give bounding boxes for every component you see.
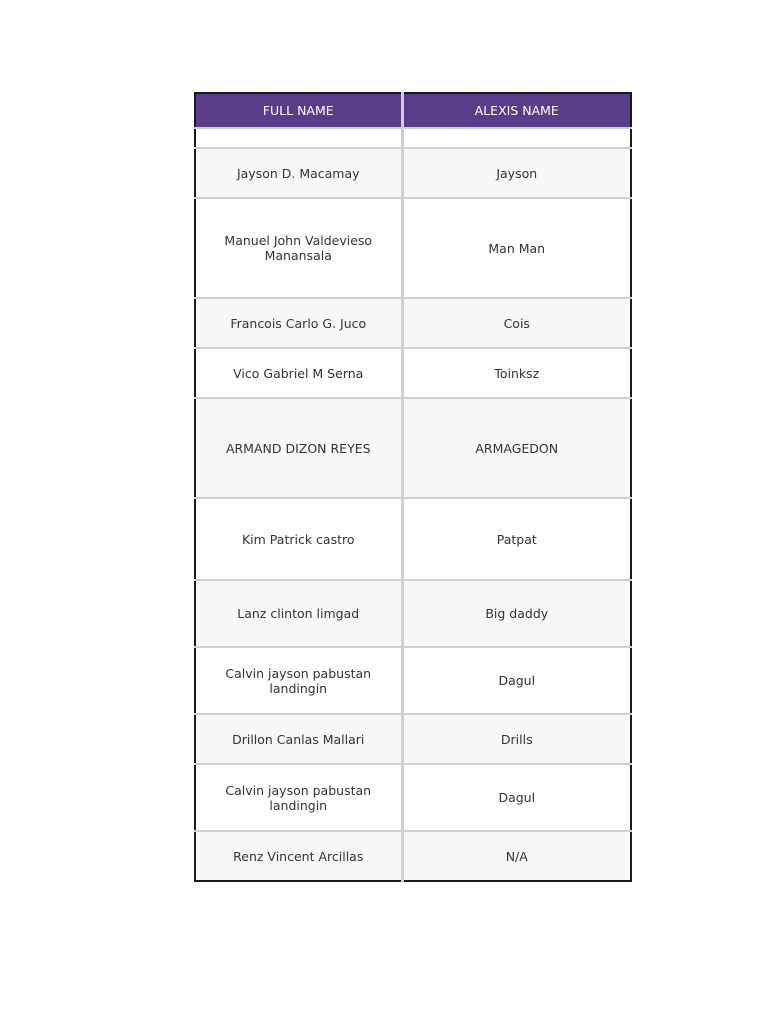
header-alexis-name: ALEXIS NAME [402, 93, 631, 128]
full-name-cell: Renz Vincent Arcillas [195, 831, 402, 881]
alexis-name-cell: Dagul [402, 764, 631, 831]
table-row [195, 764, 631, 831]
table-row [195, 580, 631, 647]
alexis-name-cell: Patpat [402, 498, 631, 580]
table-row [195, 148, 631, 198]
full-name-cell: Jayson D. Macamay [195, 148, 402, 198]
alexis-name-cell: Man Man [402, 198, 631, 298]
full-name-cell [195, 128, 402, 148]
full-name-cell: Calvin jayson pabustan landingin [195, 764, 402, 831]
full-name-cell: Vico Gabriel M Serna [195, 348, 402, 398]
table-row [195, 128, 631, 148]
table-row [195, 348, 631, 398]
full-name-cell: ARMAND DIZON REYES [195, 398, 402, 498]
header-full-name: FULL NAME [195, 93, 402, 128]
alexis-name-cell: N/A [402, 831, 631, 881]
full-name-cell: Drillon Canlas Mallari [195, 714, 402, 764]
alexis-name-cell: Drills [402, 714, 631, 764]
alexis-name-cell: Toinksz [402, 348, 631, 398]
names-table [194, 92, 632, 882]
table-row [195, 647, 631, 714]
header-row [195, 93, 631, 128]
full-name-cell: Calvin jayson pabustan landingin [195, 647, 402, 714]
alexis-name-cell: Dagul [402, 647, 631, 714]
full-name-cell: Lanz clinton limgad [195, 580, 402, 647]
table-row [195, 498, 631, 580]
table-row [195, 298, 631, 348]
table-row [195, 831, 631, 881]
full-name-cell: Kim Patrick castro [195, 498, 402, 580]
alexis-name-cell [402, 128, 631, 148]
table-row [195, 198, 631, 298]
alexis-name-cell: Jayson [402, 148, 631, 198]
alexis-name-cell: Cois [402, 298, 631, 348]
alexis-name-cell: ARMAGEDON [402, 398, 631, 498]
alexis-name-cell: Big daddy [402, 580, 631, 647]
table-row [195, 714, 631, 764]
full-name-cell: Francois Carlo G. Juco [195, 298, 402, 348]
table-row [195, 398, 631, 498]
full-name-cell: Manuel John Valdevieso Manansala [195, 198, 402, 298]
